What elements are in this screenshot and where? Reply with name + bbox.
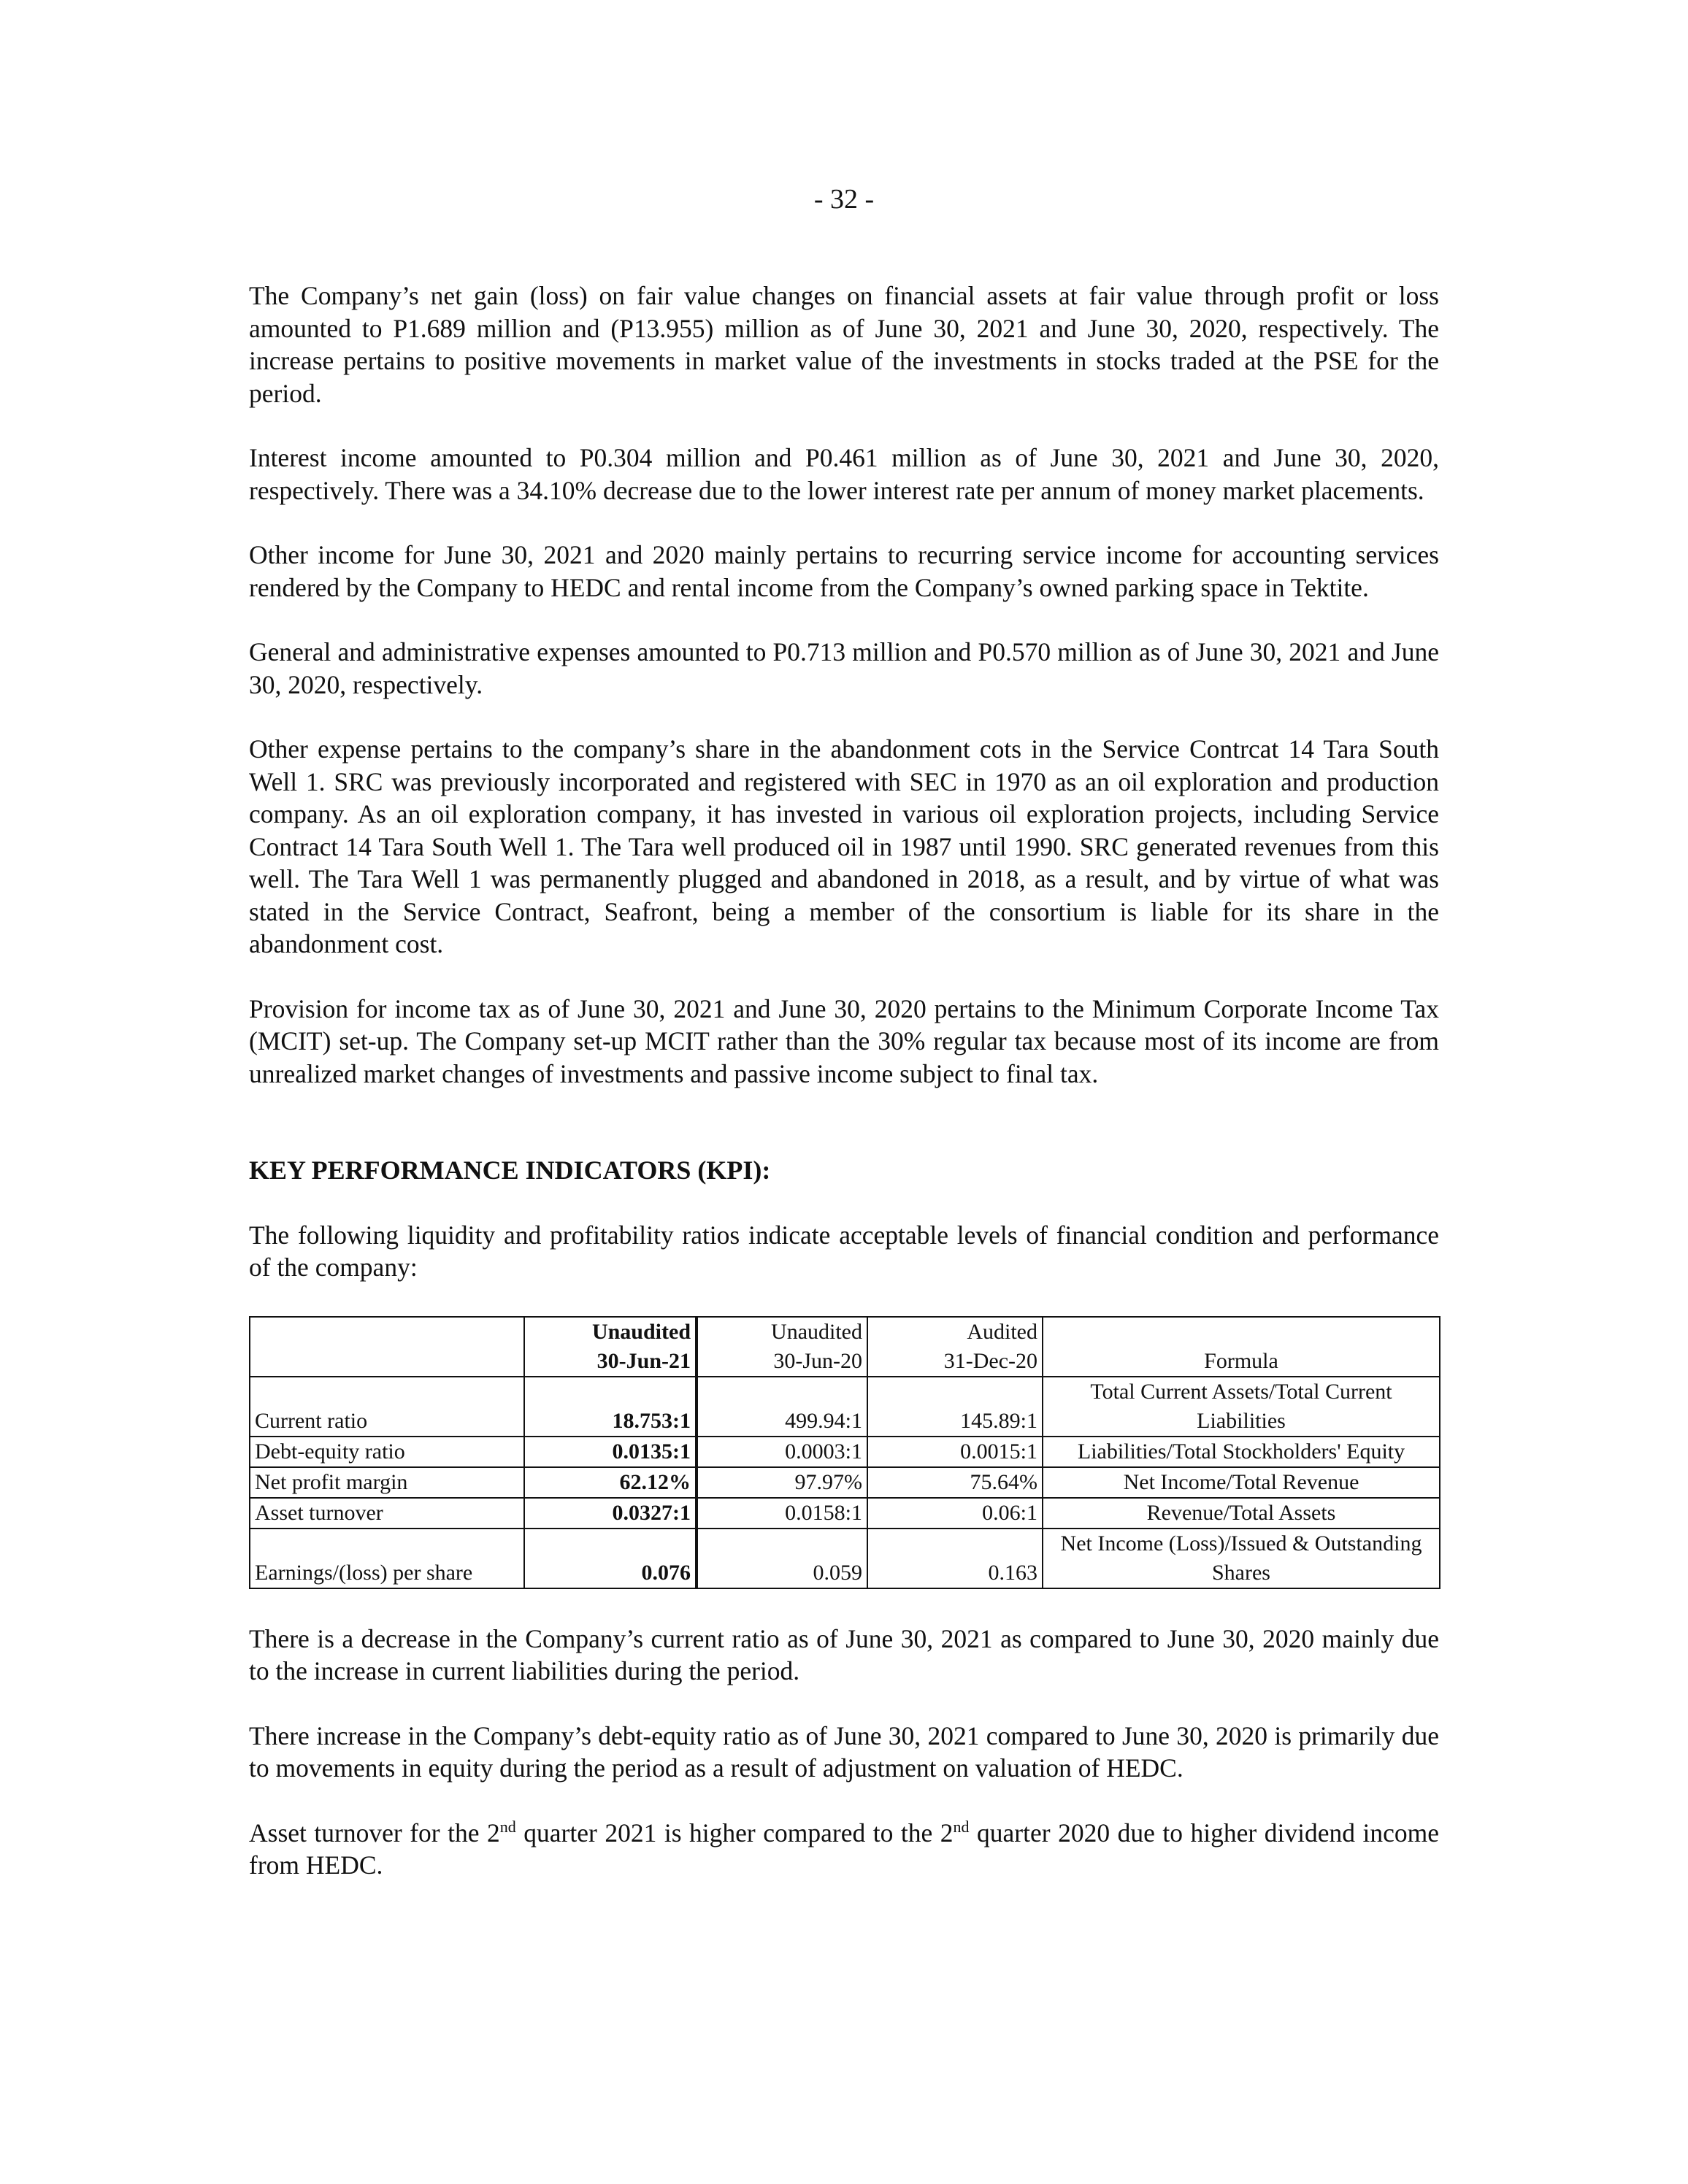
kpi-cell-30jun20: 0.0158:1	[697, 1498, 867, 1529]
kpi-cell-formula: Net Income/Total Revenue	[1043, 1467, 1440, 1498]
ordinal-suffix: nd	[953, 1817, 970, 1836]
kpi-cell-30jun21: 18.753:1	[524, 1377, 697, 1437]
kpi-header-col2-line2: 30-Jun-20	[773, 1348, 862, 1373]
kpi-cell-formula: Liabilities/Total Stockholders' Equity	[1043, 1437, 1440, 1467]
kpi-row-label: Current ratio	[250, 1377, 524, 1437]
kpi-header-col1-line2: 30-Jun-21	[596, 1348, 691, 1373]
kpi-header-col3-line2: 31-Dec-20	[943, 1348, 1037, 1373]
kpi-cell-31dec20: 75.64%	[867, 1467, 1043, 1498]
paragraph-income-tax: Provision for income tax as of June 30, 2021 and June 30, 2020 pertains to the Minimum Corporate Income Tax (MCIT) set-up. The Company set-up MCIT rather than the 30% regular tax because most of its income are from unrealized market changes of investments and passive income subject to final tax.	[249, 993, 1439, 1088]
paragraph-interest-income: Interest income amounted to P0.304 million and P0.461 million as of June 30, 2021 and June 30, 2020, respectively. There was a 34.10% decrease due to the lower interest rate per annum of money market placements.	[249, 443, 1439, 505]
paragraph-other-income: Other income for June 30, 2021 and 2020 mainly pertains to recurring service income for accounting services rendered by the Company to HEDC and rental income from the Company’s owned parking space in Tektite.	[249, 540, 1439, 602]
paragraph-other-expense: Other expense pertains to the company’s share in the abandonment cots in the Service Contrcat 14 Tara South Well 1. SRC was previously incorporated and registered with SEC in 1970 as an oil exploration and production company. As an oil exploration company, it has invested in various oil exploration projects, including Service Contract 14 Tara South Well 1. The Tara well produced oil in 1987 until 1990. SRC generated revenues from this well. The Tara Well 1 was permanently plugged and abandoned in 2018, as a result, and by virtue of what was stated in the Service Contract, Seafront, being a member of the consortium is liable for its share in the abandonment cost.	[249, 734, 1439, 958]
kpi-cell-formula: Revenue/Total Assets	[1043, 1498, 1440, 1529]
paragraph-admin-expenses: General and administrative expenses amounted to P0.713 million and P0.570 million as of June 30, 2021 and June 30, 2020, respectively.	[249, 637, 1439, 699]
kpi-cell-formula	[1043, 1529, 1440, 1588]
document-body	[249, 280, 1439, 1914]
kpi-row-label: Debt-equity ratio	[250, 1437, 524, 1467]
kpi-header-blank	[250, 1317, 524, 1377]
page-number: - 32 -	[813, 184, 875, 215]
kpi-header-col1	[524, 1317, 697, 1377]
asset-turnover-text-3: quarter 2020 due to higher dividend income from HEDC.	[249, 1818, 1439, 1880]
kpi-cell-31dec20: 0.0015:1	[867, 1437, 1043, 1467]
kpi-cell-30jun21: 0.0135:1	[524, 1437, 697, 1467]
kpi-row-label: Net profit margin	[250, 1467, 524, 1498]
table-row	[250, 1467, 1440, 1498]
kpi-header-col2-line1: Unaudited	[771, 1319, 862, 1344]
kpi-header-col2	[697, 1317, 867, 1377]
paragraph-debt-equity-note: There increase in the Company’s debt-equity ratio as of June 30, 2021 compared to June 30, 2020 is primarily due to movements in equity during the period as a result of adjustment on valuation of HEDC.	[249, 1720, 1439, 1783]
kpi-cell-30jun21: 62.12%	[524, 1467, 697, 1498]
table-row	[250, 1377, 1440, 1437]
kpi-cell-31dec20: 145.89:1	[867, 1377, 1043, 1437]
kpi-formula-line1: Total Current Assets/Total Current	[1090, 1379, 1392, 1404]
kpi-cell-formula	[1043, 1377, 1440, 1437]
kpi-formula-line2: Shares	[1212, 1560, 1270, 1585]
kpi-header-col1-line1: Unaudited	[591, 1319, 691, 1344]
kpi-header-col3-line1: Audited	[967, 1319, 1037, 1344]
table-row	[250, 1498, 1440, 1529]
paragraph-current-ratio-note: There is a decrease in the Company’s current ratio as of June 30, 2021 as compared to June 30, 2020 mainly due to the increase in current liabilities during the period.	[249, 1623, 1439, 1685]
ordinal-suffix: nd	[499, 1817, 516, 1836]
table-row	[250, 1529, 1440, 1588]
kpi-formula-line1: Net Income (Loss)/Issued & Outstanding	[1060, 1531, 1422, 1556]
kpi-heading: KEY PERFORMANCE INDICATORS (KPI):	[249, 1156, 771, 1185]
kpi-cell-30jun20: 0.0003:1	[697, 1437, 867, 1467]
kpi-cell-31dec20: 0.06:1	[867, 1498, 1043, 1529]
asset-turnover-text-1: Asset turnover for the 2	[249, 1818, 500, 1847]
kpi-cell-30jun20: 499.94:1	[697, 1377, 867, 1437]
kpi-cell-30jun21: 0.076	[524, 1529, 697, 1588]
kpi-cell-30jun21: 0.0327:1	[524, 1498, 697, 1529]
kpi-cell-30jun20: 0.059	[697, 1529, 867, 1588]
table-row	[250, 1437, 1440, 1467]
kpi-header-formula-line2: Formula	[1204, 1348, 1278, 1373]
kpi-cell-30jun20: 97.97%	[697, 1467, 867, 1498]
kpi-header-col3	[867, 1317, 1043, 1377]
kpi-cell-31dec20: 0.163	[867, 1529, 1043, 1588]
kpi-header-formula	[1043, 1317, 1440, 1377]
kpi-table	[249, 1316, 1440, 1589]
kpi-row-label: Asset turnover	[250, 1498, 524, 1529]
kpi-formula-line2: Liabilities	[1197, 1408, 1286, 1433]
kpi-intro: The following liquidity and profitability ratios indicate acceptable levels of financial condition and performance of the company:	[249, 1220, 1439, 1282]
kpi-row-label: Earnings/(loss) per share	[250, 1529, 524, 1588]
paragraph-fair-value-gain: The Company’s net gain (loss) on fair value changes on financial assets at fair value through profit or loss amounted to P1.689 million and (P13.955) million as of June 30, 2021 and June 30, 2020, respectively. The increase pertains to positive movements in market value of the investments in stocks traded at the PSE for the period.	[249, 281, 1439, 408]
kpi-table-header-row	[250, 1317, 1440, 1377]
asset-turnover-text-2: quarter 2021 is higher compared to the 2	[515, 1818, 954, 1847]
paragraph-asset-turnover-note	[249, 1817, 1439, 1882]
